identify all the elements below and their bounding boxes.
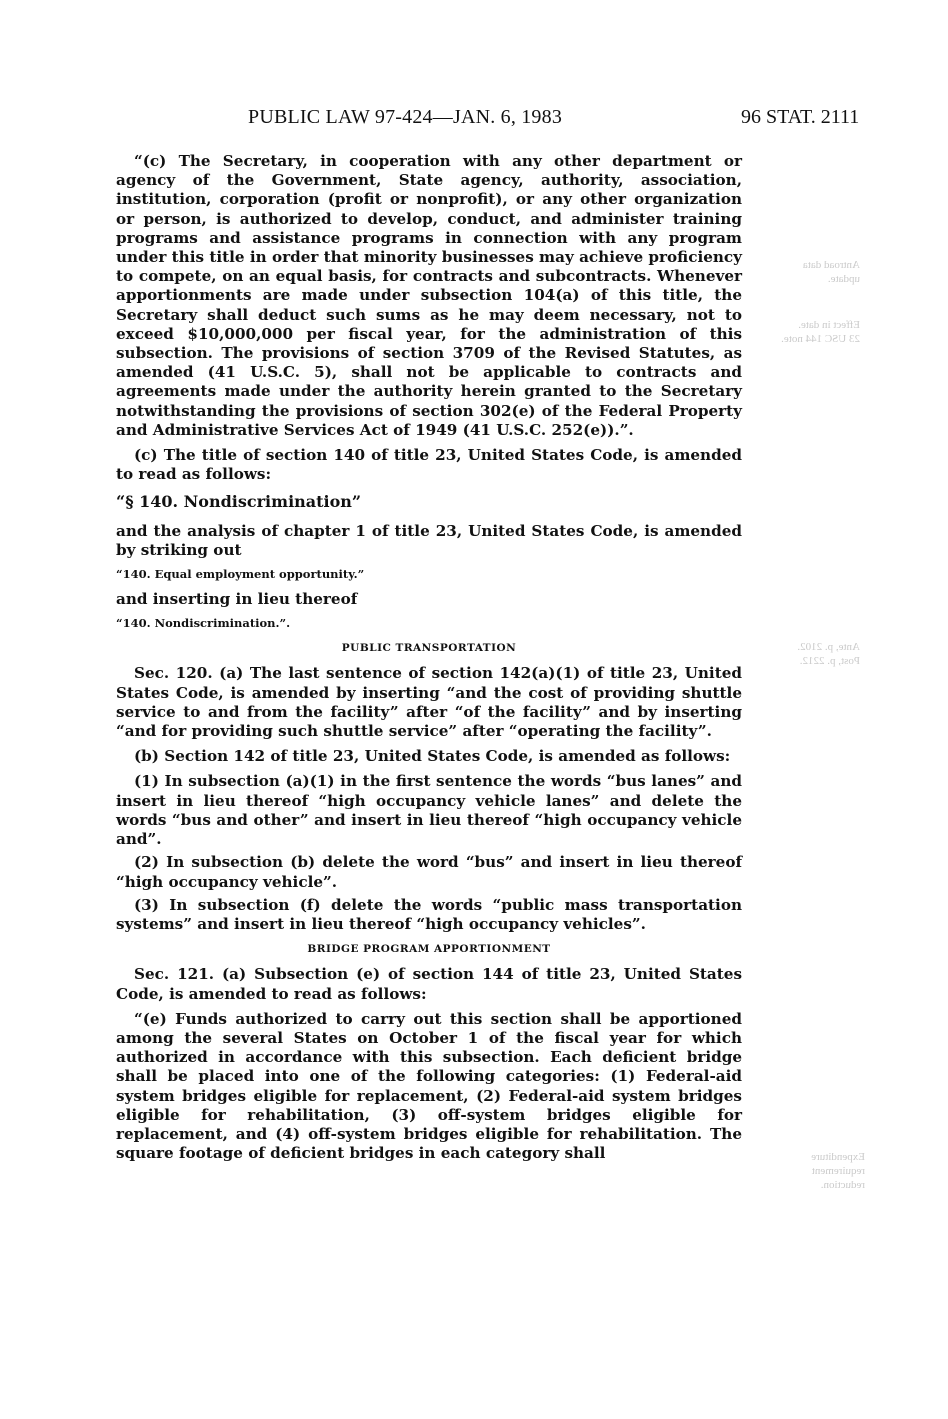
section-heading: “§ 140. Nondiscrimination” xyxy=(116,492,362,512)
page-reference: 96 STAT. 2111 xyxy=(741,106,860,128)
paragraph: (c) The title of section 140 of title 23, United States Code, is amended to read as follows: xyxy=(116,446,742,484)
bleed-through-note: Ante, p. 2102. Post, p. 2212. xyxy=(797,641,860,667)
bleed-through-note: Effect in date. 23 USC 144 note. xyxy=(781,319,860,345)
paragraph: and inserting in lieu thereof xyxy=(116,590,358,609)
list-item: (3) In subsection (f) delete the words “public mass transportation systems” and insert in lieu thereof “high occupancy vehicles”. xyxy=(116,895,742,933)
quoted-text: “140. Nondiscrimination.”. xyxy=(116,616,291,631)
paragraph: “(e) Funds authorized to carry out this section shall be apportioned among the several States on October 1 of the fiscal year for which authorized in accordance with this subsection. Each deficient bridge shall be placed into one of the following categories: (1) Federal-aid system bridges eligible for replacement, (2) Federal-aid system bridges eligible for rehabilitation, (3) off-system bridges eligible for replacement, and (4) off-system bridges eligible for rehabilitation. The square footage of deficient bridges in each category shall xyxy=(116,1009,742,1163)
section-caption: PUBLIC TRANSPORTATION xyxy=(341,642,517,655)
page-title: PUBLIC LAW 97-424—JAN. 6, 1983 xyxy=(248,106,563,128)
paragraph: and the analysis of chapter 1 of title 23, United States Code, is amended by striking out xyxy=(116,521,742,559)
paragraph: “(c) The Secretary, in cooperation with any other department or agency of the Government, State agency, authority, association, institution, corporation (profit or nonprofit), or any other organization or person, is authorized to develop, conduct, and administer training programs and assistance programs in connection with any program under this title in order that minority businesses may achieve proficiency to compete, on an equal basis, for contracts and subcontracts. Whenever apportionments are made under subsection 104(a) of this title, the Secretary shall deduct such sums as he may deem necessary, not to exceed $10,000,000 per fiscal year, for the administration of this subsection. The provisions of section 3709 of the Revised Statutes, as amended (41 U.S.C. 5), shall not be applicable to contracts and agreements made under the authority herein granted to the Secretary notwithstanding the provisions of section 302(e) of the Federal Property and Administrative Services Act of 1949 (41 U.S.C. 252(e)).”. xyxy=(116,152,742,439)
document-body xyxy=(116,152,742,1169)
list-item: (1) In subsection (a)(1) in the first sentence the words “bus lanes” and insert in lieu thereof “high occupancy vehicle lanes” and delete the words “bus and other” and insert in lieu thereof “high occupancy vehicle and”. xyxy=(116,772,742,849)
paragraph: Sec. 121. (a) Subsection (e) of section 144 of title 23, United States Code, is amended to read as follows: xyxy=(116,965,742,1003)
page-header xyxy=(0,106,948,136)
bleed-through-note: Antroad data update. xyxy=(802,259,860,285)
paragraph: Sec. 120. (a) The last sentence of section 142(a)(1) of title 23, United States Code, is amended by inserting “and the cost of providing shuttle service to and from the facility” after “of the facility” and by inserting “and for providing such shuttle service” after “operating the facility”. xyxy=(116,664,742,741)
section-caption: BRIDGE PROGRAM APPORTIONMENT xyxy=(307,943,551,956)
bleed-through-note: Expenditure requirement reduction. xyxy=(811,1151,865,1191)
paragraph: (b) Section 142 of title 23, United States Code, is amended as follows: xyxy=(134,747,731,766)
quoted-text: “140. Equal employment opportunity.” xyxy=(116,567,365,582)
list-item: (2) In subsection (b) delete the word “bus” and insert in lieu thereof “high occupancy vehicle”. xyxy=(116,853,742,891)
